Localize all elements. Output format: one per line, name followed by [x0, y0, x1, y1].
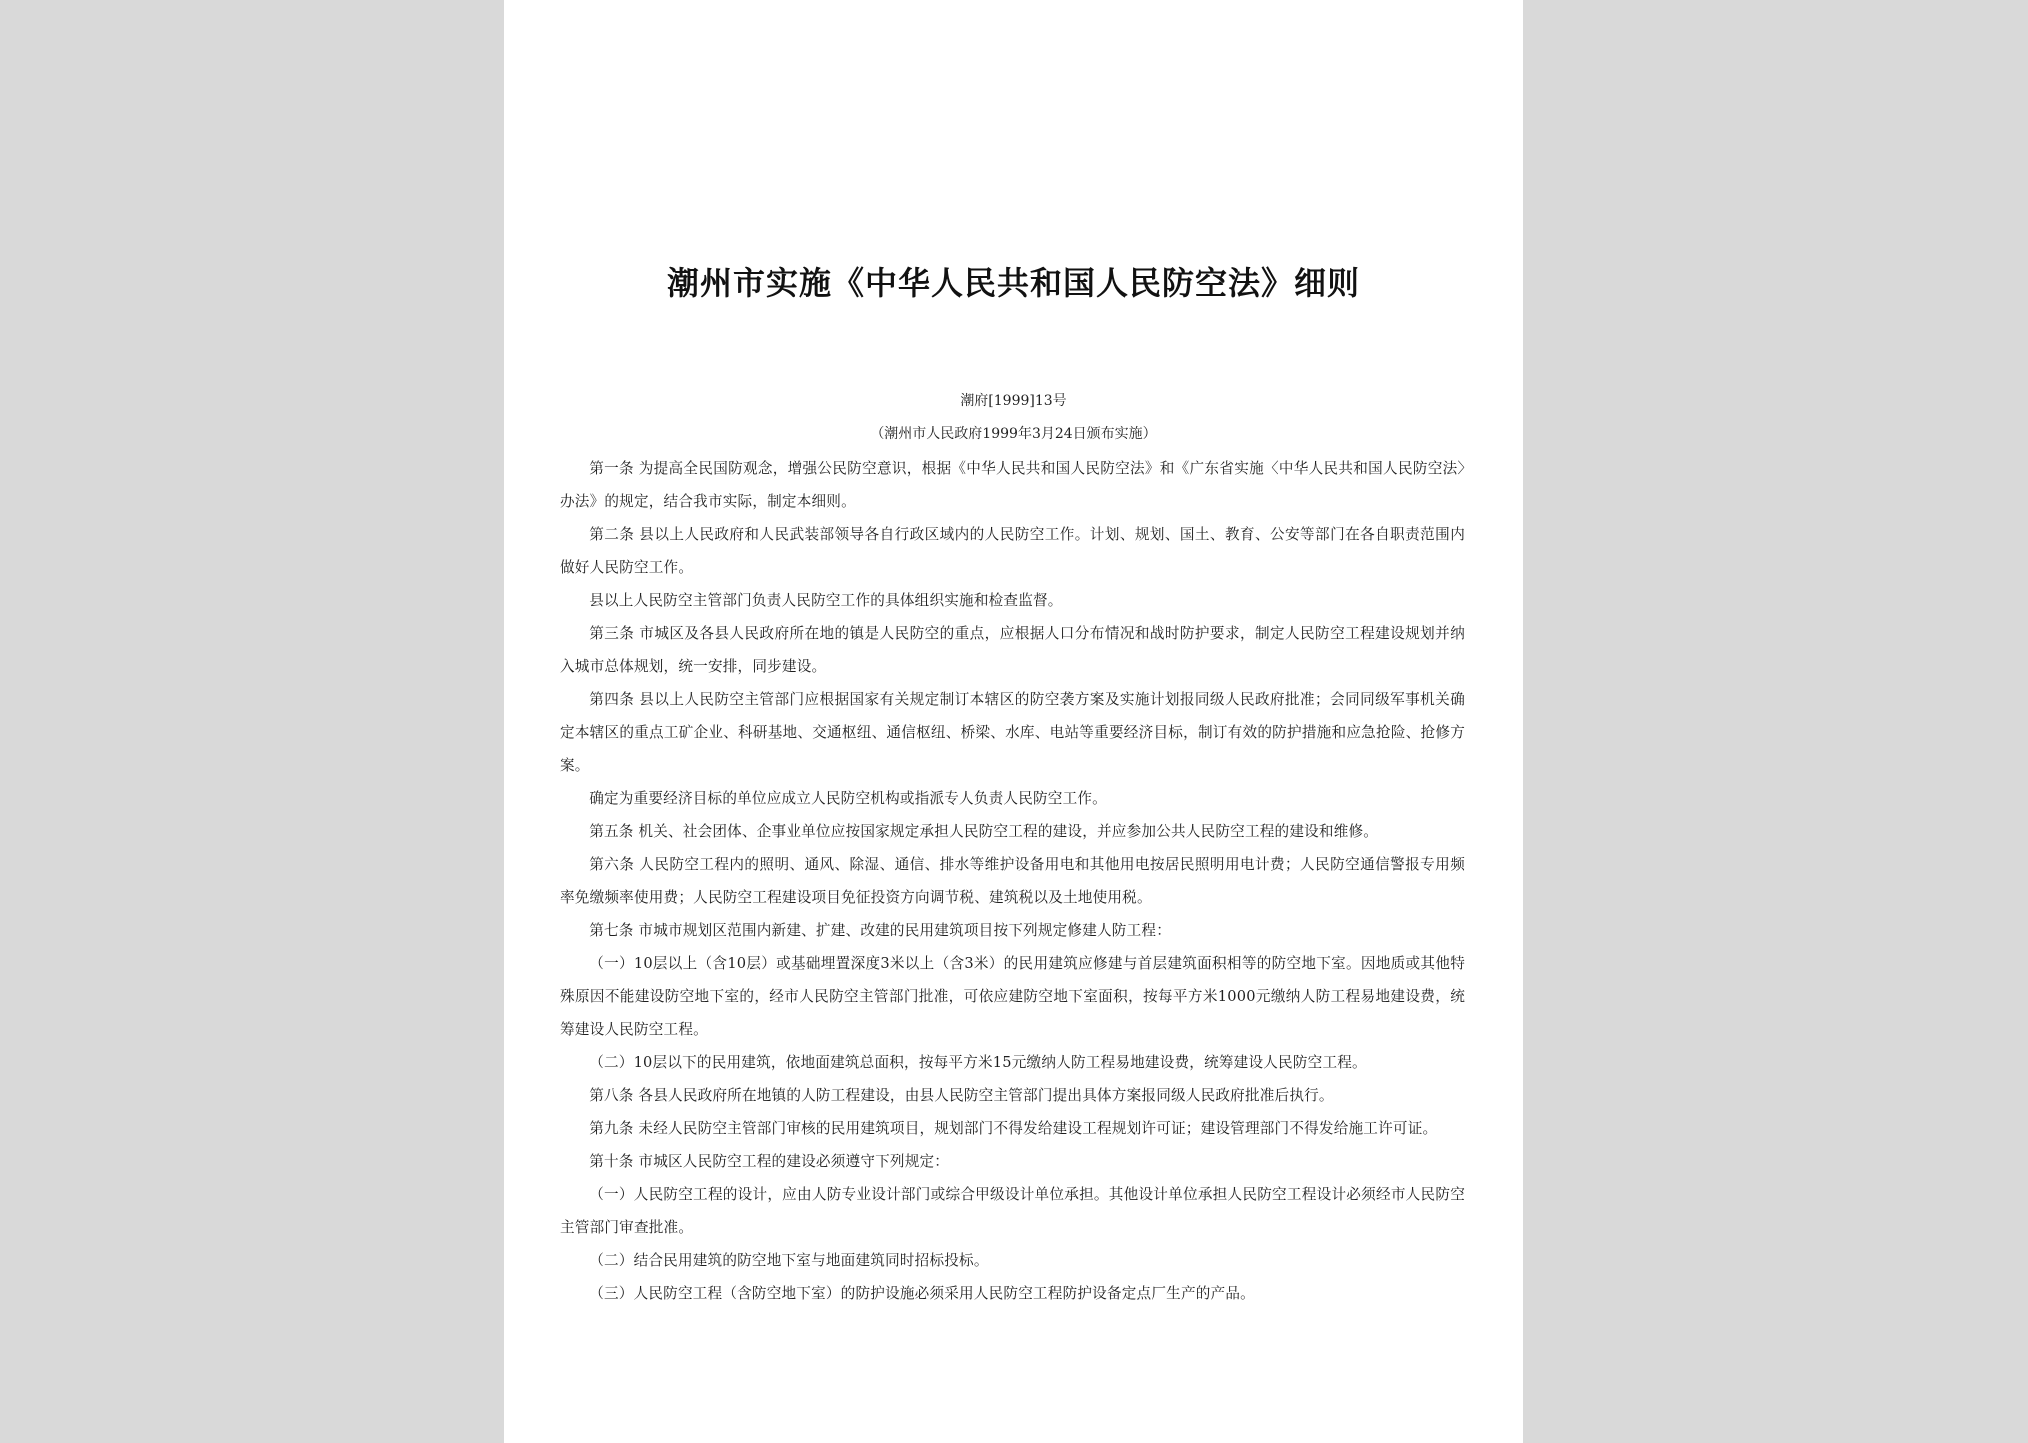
promulgation-note: （潮州市人民政府1999年3月24日颁布实施） — [870, 426, 1157, 442]
article-paragraph: 第八条 各县人民政府所在地镇的人防工程建设，由县人民防空主管部门提出具体方案报同级人民政府批准后执行。 — [589, 1087, 1334, 1104]
article-paragraph: 县以上人民防空主管部门负责人民防空工作的具体组织实施和检查监督。 — [589, 592, 1063, 609]
article-paragraph: 第十条 市城区人民防空工程的建设必须遵守下列规定： — [589, 1153, 950, 1170]
article-paragraph: （二）10层以下的民用建筑，依地面建筑总面积，按每平方米15元缴纳人防工程易地建设费，统筹建设人民防空工程。 — [589, 1054, 1367, 1071]
article-paragraph: 第一条 为提高全民国防观念，增强公民防空意识，根据《中华人民共和国人民防空法》和《广东省实施〈中华人民共和国人民防空法〉办法》的规定，结合我市实际，制定本细则。 — [560, 460, 1465, 510]
document-body — [560, 452, 1465, 1310]
article-paragraph: （二）结合民用建筑的防空地下室与地面建筑同时招标投标。 — [589, 1252, 989, 1269]
article-paragraph: 第三条 市城区及各县人民政府所在地的镇是人民防空的重点，应根据人口分布情况和战时防护要求，制定人民防空工程建设规划并纳入城市总体规划，统一安排，同步建设。 — [560, 625, 1465, 675]
article-paragraph: 第二条 县以上人民政府和人民武装部领导各自行政区域内的人民防空工作。计划、规划、国土、教育、公安等部门在各自职责范围内做好人民防空工作。 — [560, 526, 1465, 576]
article-paragraph: 第七条 市城市规划区范围内新建、扩建、改建的民用建筑项目按下列规定修建人防工程： — [589, 922, 1171, 939]
article-paragraph: （三）人民防空工程（含防空地下室）的防护设施必须采用人民防空工程防护设备定点厂生产的产品。 — [589, 1285, 1255, 1302]
article-paragraph: 第五条 机关、社会团体、企事业单位应按国家规定承担人民防空工程的建设，并应参加公共人民防空工程的建设和维修。 — [589, 823, 1379, 840]
document-page — [504, 0, 1523, 1443]
article-paragraph: 第六条 人民防空工程内的照明、通风、除湿、通信、排水等维护设备用电和其他用电按居民照明用电计费；人民防空通信警报专用频率免缴频率使用费；人民防空工程建设项目免征投资方向调节税、建筑税以及土地使用税。 — [560, 856, 1465, 906]
article-paragraph: 确定为重要经济目标的单位应成立人民防空机构或指派专人负责人民防空工作。 — [589, 790, 1107, 807]
article-paragraph: 第四条 县以上人民防空主管部门应根据国家有关规定制订本辖区的防空袭方案及实施计划报同级人民政府批准；会同同级军事机关确定本辖区的重点工矿企业、科研基地、交通枢纽、通信枢纽、桥梁、水库、电站等重要经济目标，制订有效的防护措施和应急抢险、抢修方案。 — [560, 691, 1465, 774]
article-paragraph: （一）人民防空工程的设计，应由人防专业设计部门或综合甲级设计单位承担。其他设计单位承担人民防空工程设计必须经市人民防空主管部门审查批准。 — [560, 1186, 1465, 1236]
document-title: 潮州市实施《中华人民共和国人民防空法》细则 — [666, 264, 1360, 302]
article-paragraph: （一）10层以上（含10层）或基础埋置深度3米以上（含3米）的民用建筑应修建与首层建筑面积相等的防空地下室。因地质或其他特殊原因不能建设防空地下室的，经市人民防空主管部门批准，可依应建防空地下室面积，按每平方米1000元缴纳人防工程易地建设费，统筹建设人民防空工程。 — [560, 955, 1465, 1038]
article-paragraph: 第九条 未经人民防空主管部门审核的民用建筑项目，规划部门不得发给建设工程规划许可证；建设管理部门不得发给施工许可证。 — [589, 1120, 1438, 1137]
document-number: 潮府[1999]13号 — [960, 393, 1067, 409]
